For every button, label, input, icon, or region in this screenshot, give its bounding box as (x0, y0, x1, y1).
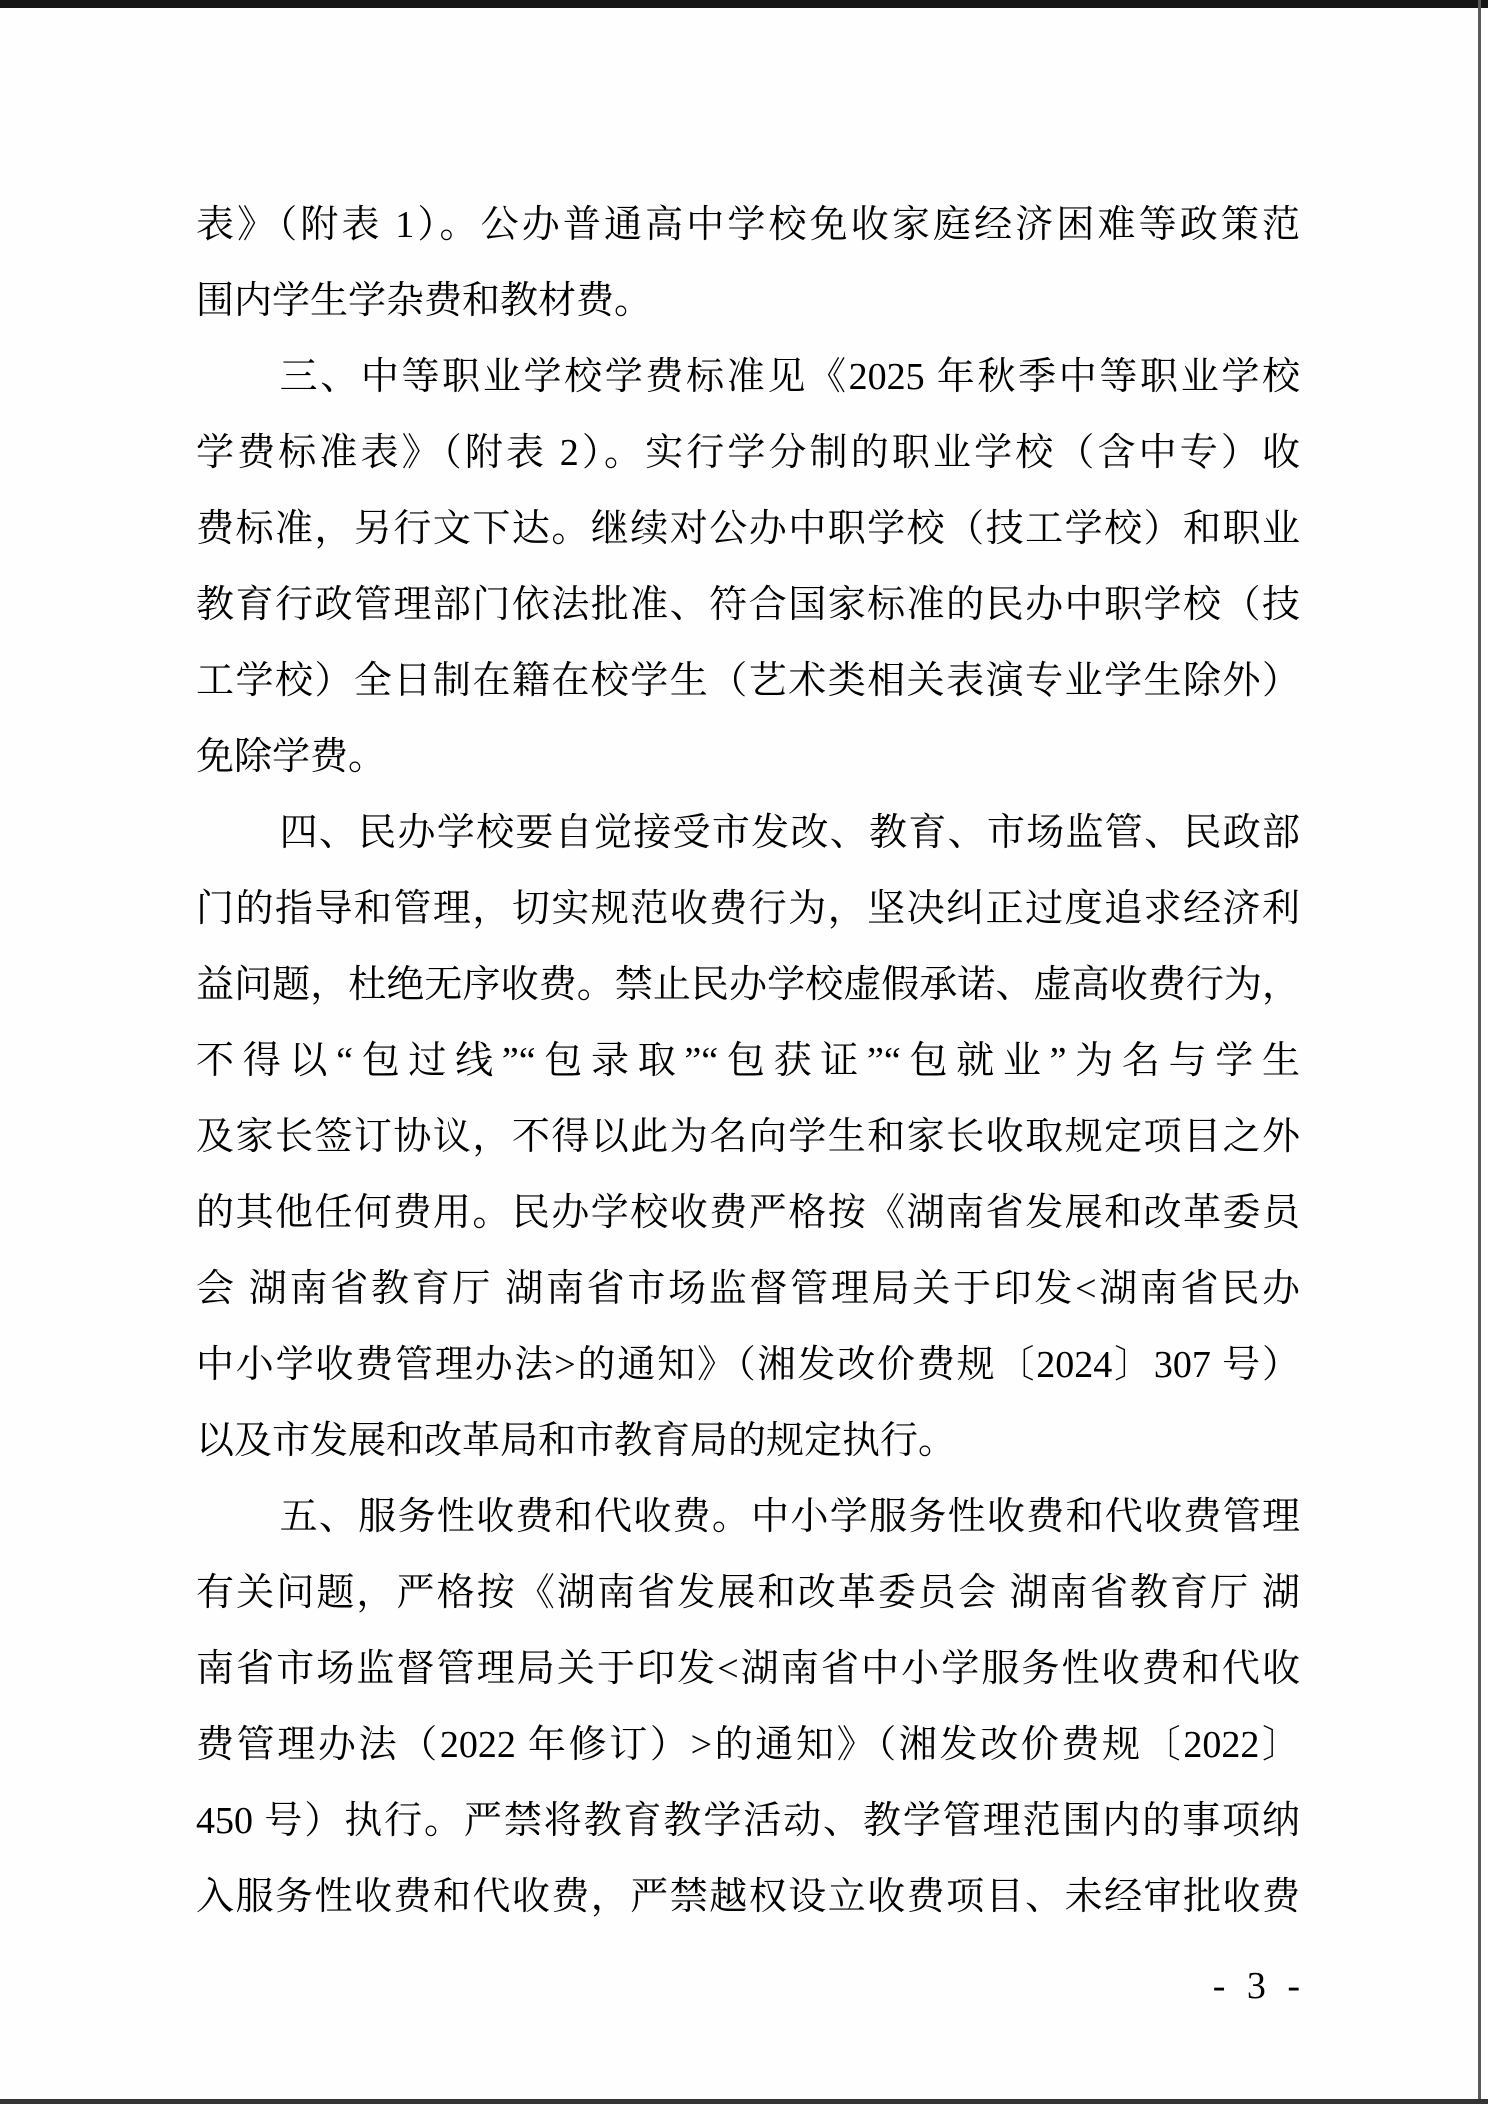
text-line: 南省市场监督管理局关于印发<湖南省中小学服务性收费和代收 (196, 1648, 1300, 1690)
text-line: 以及市发展和改革局和市教育局的规定执行。 (196, 1420, 957, 1462)
text-line: 会 湖南省教育厅 湖南省市场监督管理局关于印发<湖南省民办 (196, 1268, 1300, 1310)
text-line: 教育行政管理部门依法批准、符合国家标准的民办中职学校（技 (196, 584, 1300, 626)
text-line: 五、服务性收费和代收费。中小学服务性收费和代收费管理 (279, 1496, 1300, 1538)
text-line: 免除学费。 (196, 736, 387, 778)
text-line: 工学校）全日制在籍在校学生（艺术类相关表演专业学生除外） (196, 660, 1300, 702)
page-number: - 3 - (1212, 1965, 1306, 2007)
text-line: 益问题，杜绝无序收费。禁止民办学校虚假承诺、虚高收费行为， (196, 964, 1300, 1006)
text-line: 中小学收费管理办法>的通知》（湘发改价费规〔2024〕307 号） (196, 1344, 1300, 1386)
text-line: 围内学生学杂费和教材费。 (196, 280, 653, 322)
text-line: 费标准，另行文下达。继续对公办中职学校（技工学校）和职业 (196, 508, 1300, 550)
text-line: 费管理办法（2022 年修订）>的通知》（湘发改价费规〔2022〕 (196, 1724, 1300, 1766)
text-line: 门的指导和管理，切实规范收费行为，坚决纠正过度追求经济利 (196, 888, 1300, 930)
text-line: 入服务性收费和代收费，严禁越权设立收费项目、未经审批收费 (196, 1876, 1300, 1918)
text-line: 及家长签订协议，不得以此为名向学生和家长收取规定项目之外 (196, 1116, 1300, 1158)
text-line: 的其他任何费用。民办学校收费严格按《湖南省发展和改革委员 (196, 1192, 1300, 1234)
text-line: 表》（附表 1）。公办普通高中学校免收家庭经济困难等政策范 (196, 204, 1300, 246)
scan-edge-right (1478, 0, 1481, 2104)
text-line: 学费标准表》（附表 2）。实行学分制的职业学校（含中专）收 (196, 432, 1300, 474)
text-line: 不得以“包过线”“包录取”“包获证”“包就业”为名与学生 (196, 1040, 1300, 1082)
document-body (196, 187, 1300, 1935)
text-line: 四、民办学校要自觉接受市发改、教育、市场监管、民政部 (279, 812, 1300, 854)
scan-edge-bottom (0, 2099, 1488, 2104)
text-line: 有关问题，严格按《湖南省发展和改革委员会 湖南省教育厅 湖 (196, 1572, 1300, 1614)
scan-edge-top (0, 0, 1488, 8)
text-line: 450 号）执行。严禁将教育教学活动、教学管理范围内的事项纳 (196, 1800, 1300, 1842)
text-line: 三、中等职业学校学费标准见《2025 年秋季中等职业学校 (279, 356, 1300, 398)
